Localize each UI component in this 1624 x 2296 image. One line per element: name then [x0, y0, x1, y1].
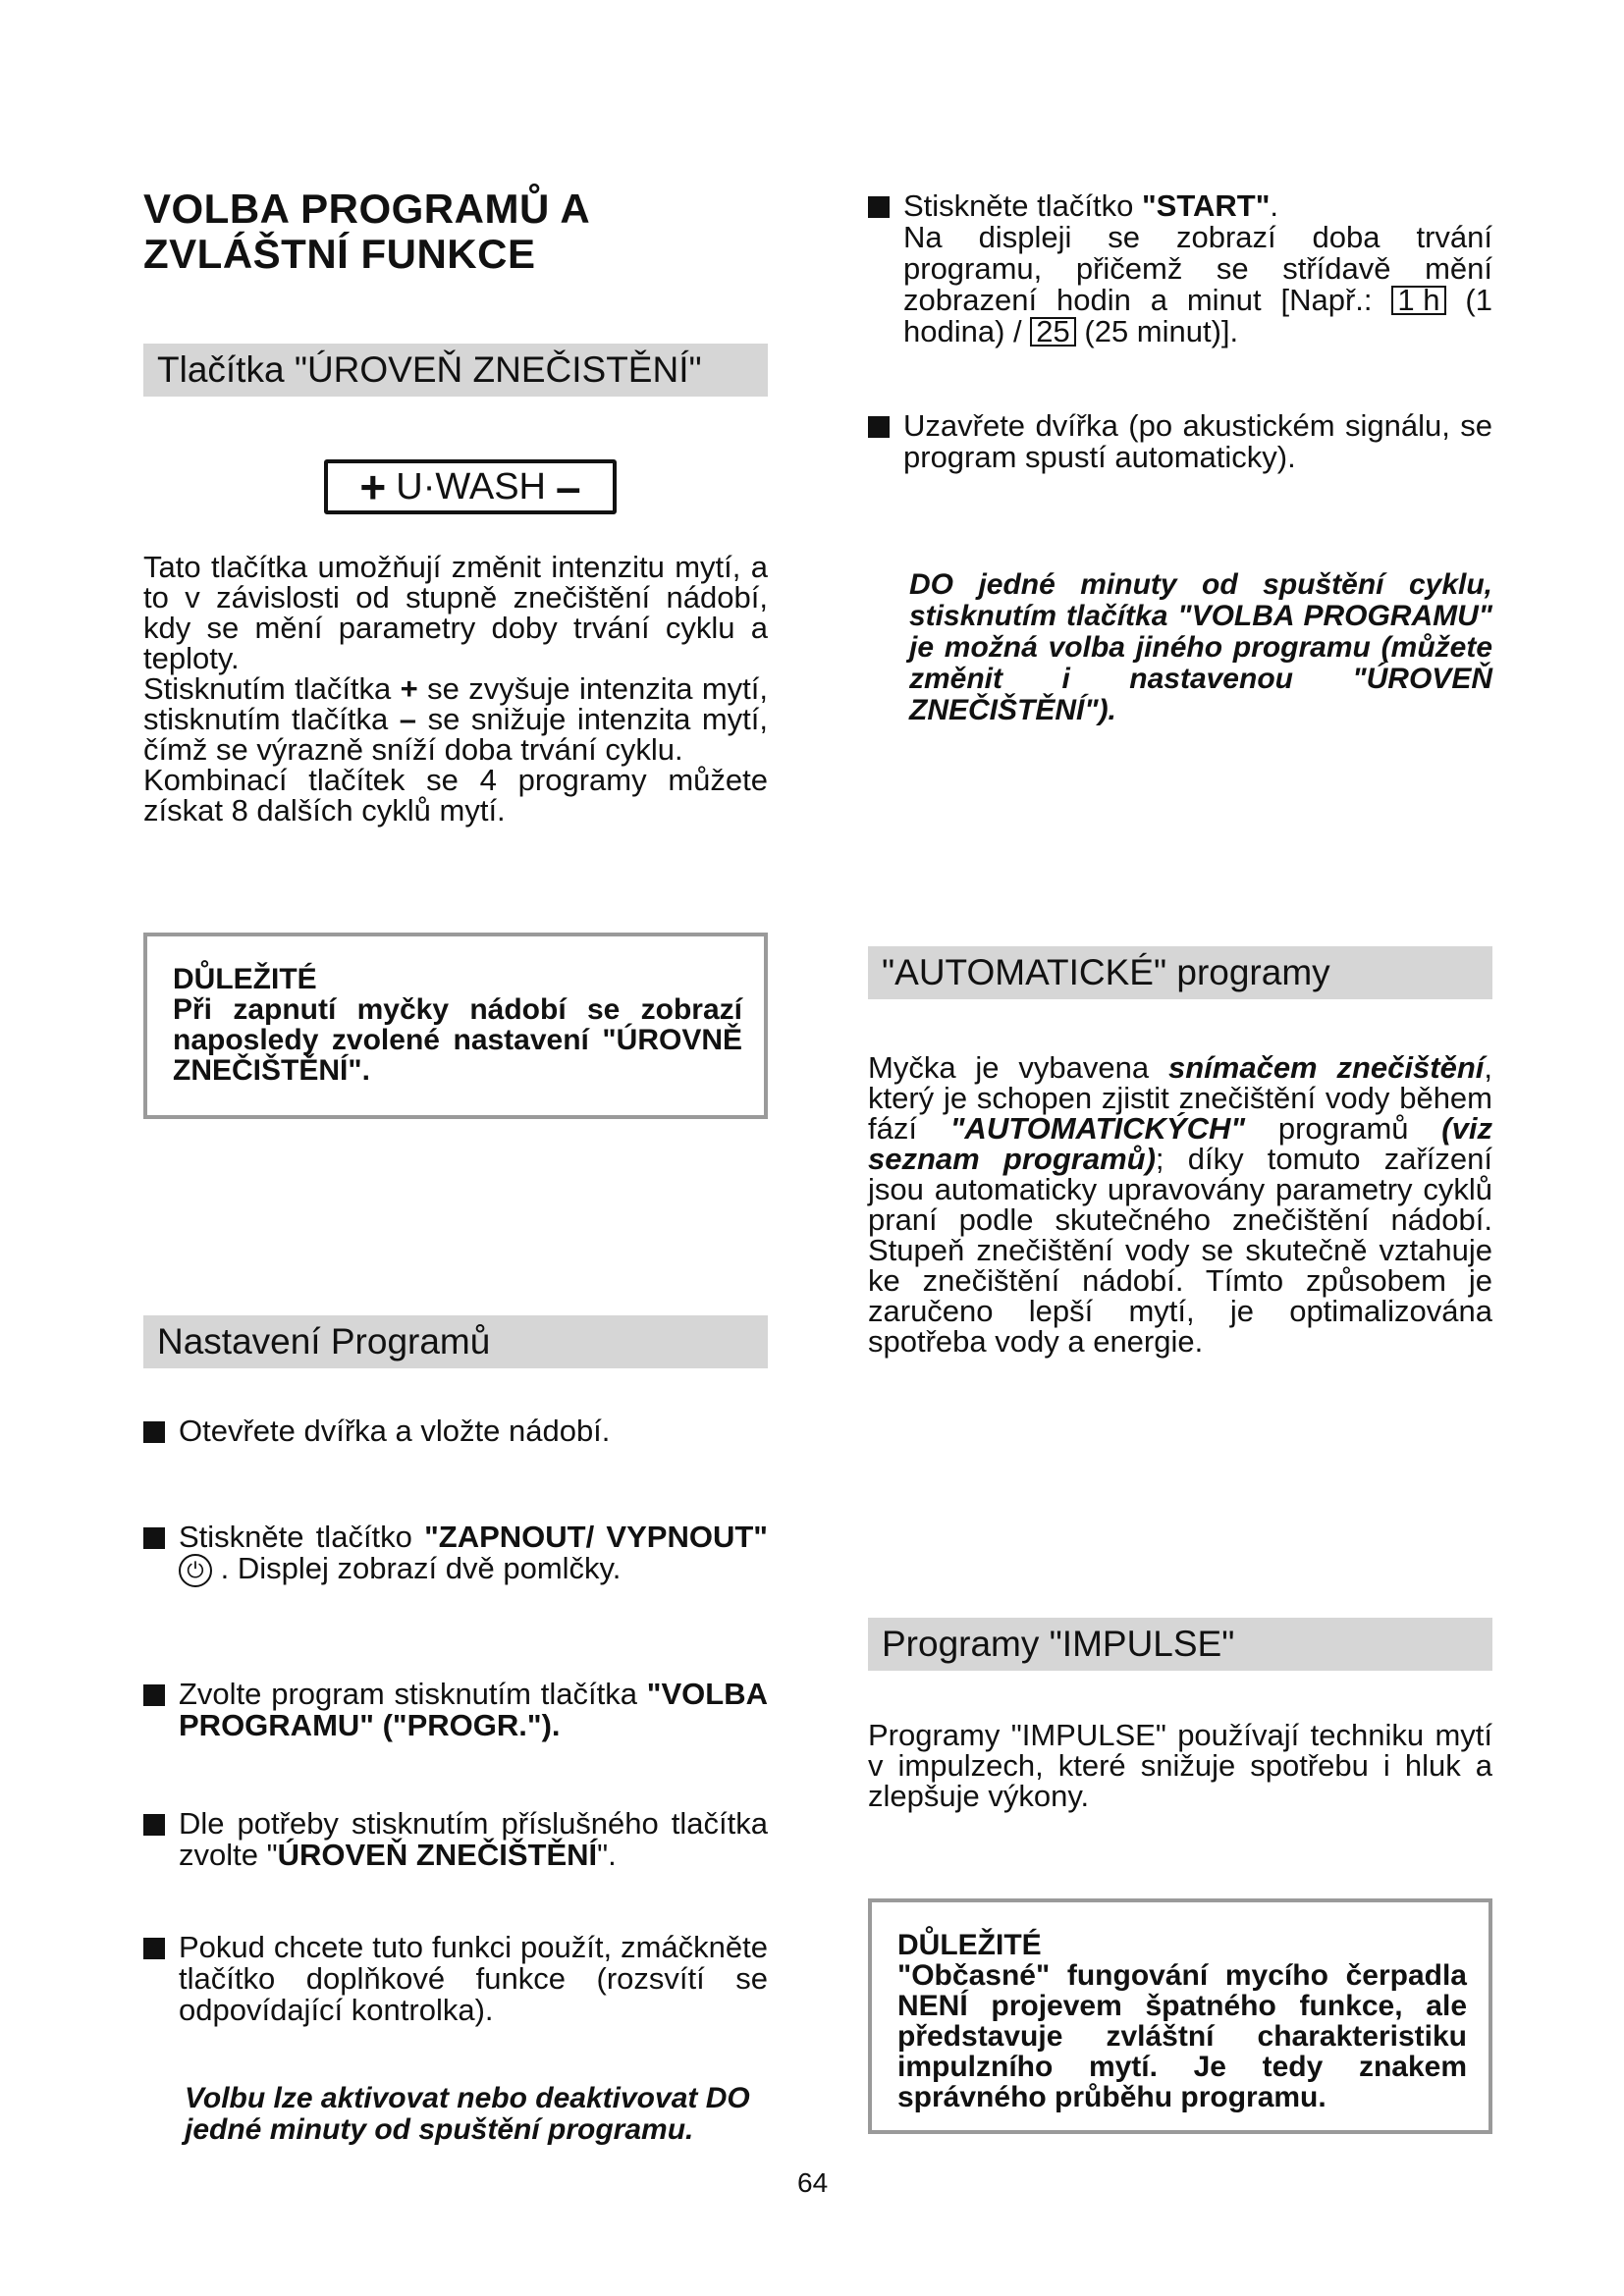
important-label: DŮLEŽITÉ	[897, 1929, 1042, 1961]
title-line-1: VOLBA PROGRAMŮ A	[143, 186, 591, 232]
bullet-square-icon	[143, 1684, 165, 1706]
impulse-programs-text: Programy "IMPULSE" používají techniku mytí v impulzech, které snižuje spotřebu i hluk a zlepšuje výkony.	[868, 1718, 1492, 1813]
page-title	[143, 187, 768, 277]
soil-para-3: Kombinací tlačítek se 4 programy můžete získat 8 dalších cyklů mytí.	[143, 763, 768, 828]
bullet-close-door: Uzavřete dvířka (po akustickém signálu, se program spustí automaticky).	[868, 410, 1492, 473]
minus-sign: –	[399, 702, 417, 736]
minus-icon: –	[555, 461, 581, 512]
power-icon: ⏻	[179, 1554, 212, 1587]
bullet-square-icon	[143, 1814, 165, 1836]
u-wash-label: U·WASH	[396, 465, 546, 507]
program-change-note: DO jedné minuty od spuštění cyklu, stisknutím tlačítka "VOLBA PROGRAMU" je možná volba jiného programu (můžete změnit i nastavenou "ÚROVEŇ ZNEČIŠTĚNÍ").	[909, 568, 1492, 726]
important-text: "Občasné" fungování mycího čerpadla NENÍ projevem špatného funkce, ale představuje zvláštní charakteristiku impulzního mytí. Je tedy znakem správného průběhu programu.	[897, 1959, 1467, 2113]
bullet-select-program: Zvolte program stisknutím tlačítka "VOLBA PROGRAMU" ("PROGR.").	[143, 1679, 768, 1741]
soil-level-description	[143, 552, 768, 826]
bullet-power-on: Stiskněte tlačítko "ZAPNOUT/ VYPNOUT" ⏻ . Displej zobrazí dvě pomlčky.	[143, 1522, 768, 1587]
automatic-programs-text: Myčka je vybavena snímačem znečištění, který je schopen zjistit znečištění vody během fází "AUTOMATICKÝCH" programů (viz seznam programů); díky tomuto zařízení jsou automaticky upravovány parametry cyklů praní podle skutečného znečištění nádobí. Stupeň znečištění vody se skutečně vztahuje ke znečištění nádobí. Tímto způsobem je zaručeno lepší mytí, je optimalizována spotřeba vody a energie.	[868, 1050, 1492, 1359]
bullet-square-icon	[868, 416, 890, 438]
important-box-right	[868, 1898, 1492, 2134]
impulse-programs-heading	[868, 1618, 1492, 1671]
bullet-square-icon	[143, 1421, 165, 1443]
bullet-start: Stiskněte tlačítko "START". Na displeji se zobrazí doba trvání programu, přičemž se střídavě mění zobrazení hodin a minut [Např.: 1 h (1 hodina) / 25 (25 minut)].	[868, 190, 1492, 347]
soil-level-heading-text: Tlačítka "ÚROVEŇ ZNEČISTĚNÍ"	[157, 349, 702, 390]
bullet-open-door: Otevřete dvířka a vložte nádobí.	[143, 1415, 768, 1447]
program-settings-heading-text: Nastavení Programů	[157, 1321, 491, 1362]
display-hours: 1 h	[1391, 286, 1445, 315]
plus-sign: +	[400, 671, 418, 706]
soil-para-1: Tato tlačítka umožňují změnit intenzitu mytí, a to v závislosti od stupně znečištění nádobí, kdy se mění parametry doby trvání cyklu a teploty.	[143, 550, 768, 675]
automatic-programs-heading-text: "AUTOMATICKÉ" programy	[882, 952, 1330, 992]
u-wash-button-graphic	[324, 459, 617, 514]
bullet-square-icon	[143, 1938, 165, 1959]
program-settings-heading	[143, 1315, 768, 1368]
bullet-extra-function: Pokud chcete tuto funkci použít, zmáčkněte tlačítko doplňkové funkce (rozsvítí se odpovídající kontrolka).	[143, 1932, 768, 2026]
important-box-left	[143, 933, 768, 1119]
plus-icon: +	[359, 461, 387, 512]
title-line-2: ZVLÁŠTNÍ FUNKCE	[143, 231, 536, 277]
automatic-programs-heading	[868, 946, 1492, 999]
bullet-square-icon	[143, 1527, 165, 1549]
important-label: DŮLEŽITÉ	[173, 963, 317, 995]
bullet-soil-level: Dle potřeby stisknutím příslušného tlačítka zvolte "ÚROVEŇ ZNEČIŠTĚNÍ".	[143, 1808, 768, 1871]
bullet-square-icon	[868, 196, 890, 218]
soil-level-heading	[143, 344, 768, 397]
page-number: 64	[797, 2167, 829, 2198]
important-text: Při zapnutí myčky nádobí se zobrazí naposledy zvolené nastavení "ÚROVNĚ ZNEČIŠTĚNÍ".	[173, 993, 742, 1087]
settings-note: Volbu lze aktivovat nebo deaktivovat DO jedné minuty od spuštění programu.	[185, 2082, 750, 2146]
display-minutes: 25	[1030, 317, 1075, 347]
impulse-programs-heading-text: Programy "IMPULSE"	[882, 1624, 1235, 1664]
soil-para-2: Stisknutím tlačítka + se zvyšuje intenzita mytí, stisknutím tlačítka – se snižuje intenzita mytí, čímž se výrazně sníží doba trvání cyklu.	[143, 671, 768, 767]
